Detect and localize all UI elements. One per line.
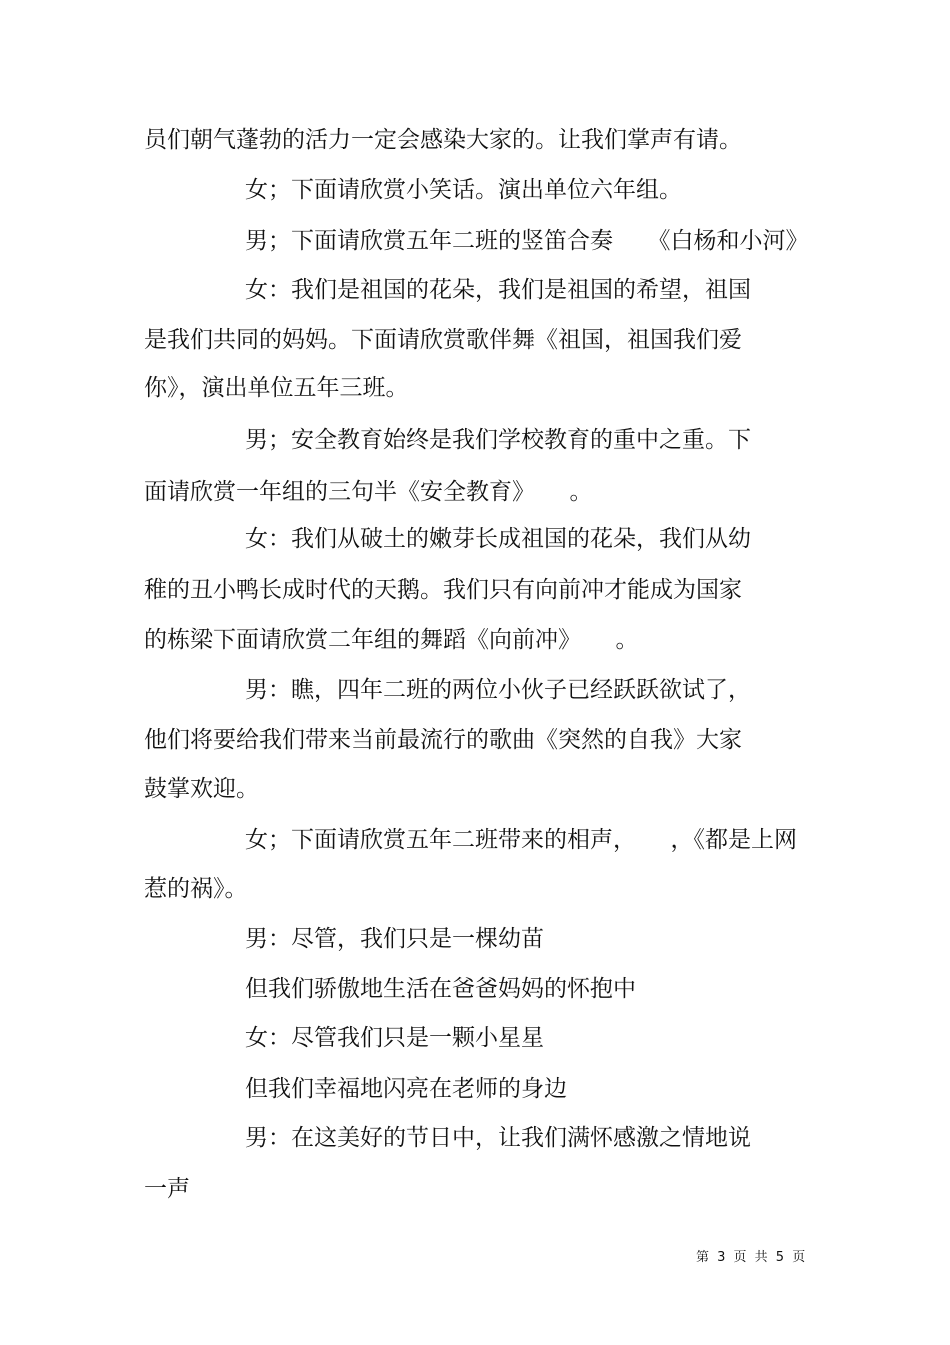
text-line: 男；下面请欣赏五年二班的竖笛合奏 《白杨和小河》 — [245, 228, 809, 254]
text-line: 你》，演出单位五年三班。 — [144, 375, 409, 401]
text-line: 鼓掌欢迎。 — [144, 776, 259, 802]
text-line: 惹的祸》。 — [144, 876, 248, 902]
text-line: 女：我们是祖国的花朵，我们是祖国的希望，祖国 — [245, 277, 751, 303]
text-line: 女；下面请欣赏小笑话。演出单位六年组。 — [245, 177, 682, 203]
text-line: 男；安全教育始终是我们学校教育的重中之重。下 — [245, 427, 751, 453]
text-line: 但我们幸福地闪亮在老师的身边 — [245, 1076, 567, 1102]
text-line: 一声 — [144, 1176, 190, 1202]
text-line: 女：我们从破土的嫩芽长成祖国的花朵，我们从幼 — [245, 526, 751, 552]
text-line: 男：在这美好的节日中，让我们满怀感激之情地说 — [245, 1125, 751, 1151]
text-line: 面请欣赏一年组的三句半《安全教育》 。 — [144, 479, 593, 505]
page-number: 第 3 页 共 5 页 — [696, 1250, 806, 1265]
text-line: 男：瞧，四年二班的两位小伙子已经跃跃欲试了， — [245, 677, 751, 703]
text-line: 他们将要给我们带来当前最流行的歌曲《突然的自我》大家 — [144, 727, 742, 753]
text-line: 稚的丑小鸭长成时代的天鹅。我们只有向前冲才能成为国家 — [144, 577, 742, 603]
text-line: 女；下面请欣赏五年二班带来的相声， ，《都是上网 — [245, 827, 797, 853]
text-line: 的栋梁下面请欣赏二年组的舞蹈《向前冲》 。 — [144, 627, 639, 653]
text-line: 男：尽管，我们只是一棵幼苗 — [245, 926, 544, 952]
text-line: 但我们骄傲地生活在爸爸妈妈的怀抱中 — [245, 976, 636, 1002]
text-line: 是我们共同的妈妈。下面请欣赏歌伴舞《祖国，祖国我们爱 — [144, 327, 742, 353]
text-line: 女：尽管我们只是一颗小星星 — [245, 1025, 544, 1051]
text-line: 员们朝气蓬勃的活力一定会感染大家的。让我们掌声有请。 — [144, 127, 742, 153]
